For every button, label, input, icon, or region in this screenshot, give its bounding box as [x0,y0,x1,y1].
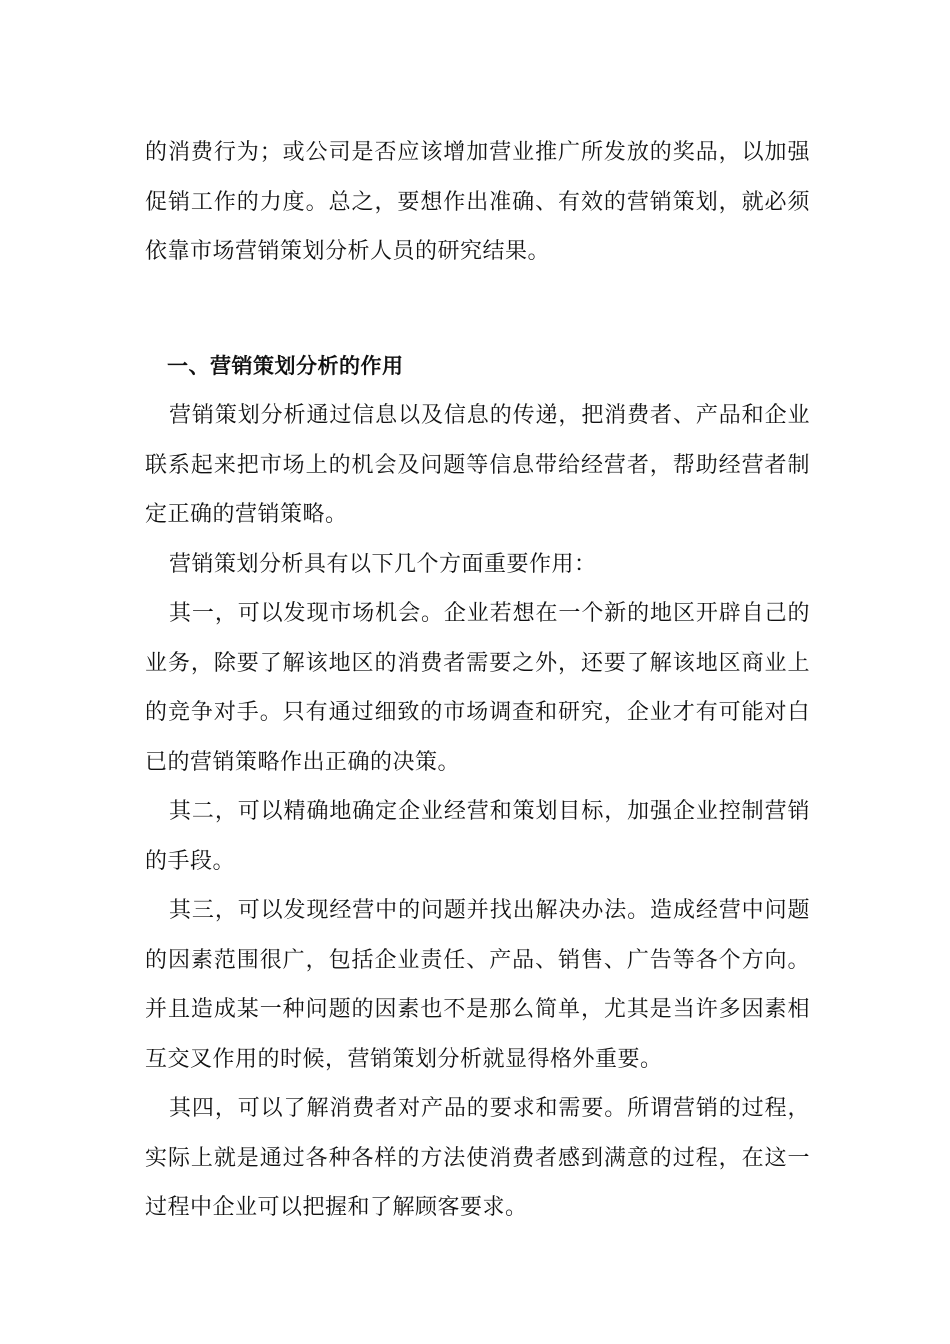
document-page [145,128,810,1233]
body-paragraph-2: 营销策划分析具有以下几个方面重要作用： [169,551,597,577]
intro-paragraph: 的消费行为；或公司是否应该增加营业推广所发放的奖品，以加强促销工作的力度。总之，要想作出准确、有效的营销策划，就必须依靠市场营销策划分析人员的研究结果。 [145,140,810,264]
body-paragraph-3: 其一，可以发现市场机会。企业若想在一个新的地区开辟自己的业务，除要了解该地区的消费者需要之外，还要了解该地区商业上的竞争对手。只有通过细致的市场调查和研究，企业才有可能对白已的营销策略作出正确的决策。 [145,601,810,775]
body-paragraph-1: 营销策划分析通过信息以及信息的传递，把消费者、产品和企业联系起来把市场上的机会及问题等信息带给经营者，帮助经营者制定正确的营销策略。 [145,403,810,527]
section-spacer [145,277,810,342]
body-paragraph-6: 其四，可以了解消费者对产品的要求和需要。所谓营销的过程，实际上就是通过各种各样的方法使消费者感到满意的过程，在这一过程中企业可以把握和了解顾客要求。 [145,1096,810,1220]
section-heading: 一、营销策划分析的作用 [167,353,404,378]
body-paragraph-5: 其三，可以发现经营中的问题并找出解决办法。造成经营中问题的因素范围很广，包括企业责任、产品、销售、广告等各个方向。并且造成某一种问题的因素也不是那么简单，尤其是当许多因素相互交叉作用的时候，营销策划分析就显得格外重要。 [145,898,810,1072]
body-paragraph-4: 其二，可以精确地确定企业经营和策划目标，加强企业控制营销的手段。 [145,799,810,874]
